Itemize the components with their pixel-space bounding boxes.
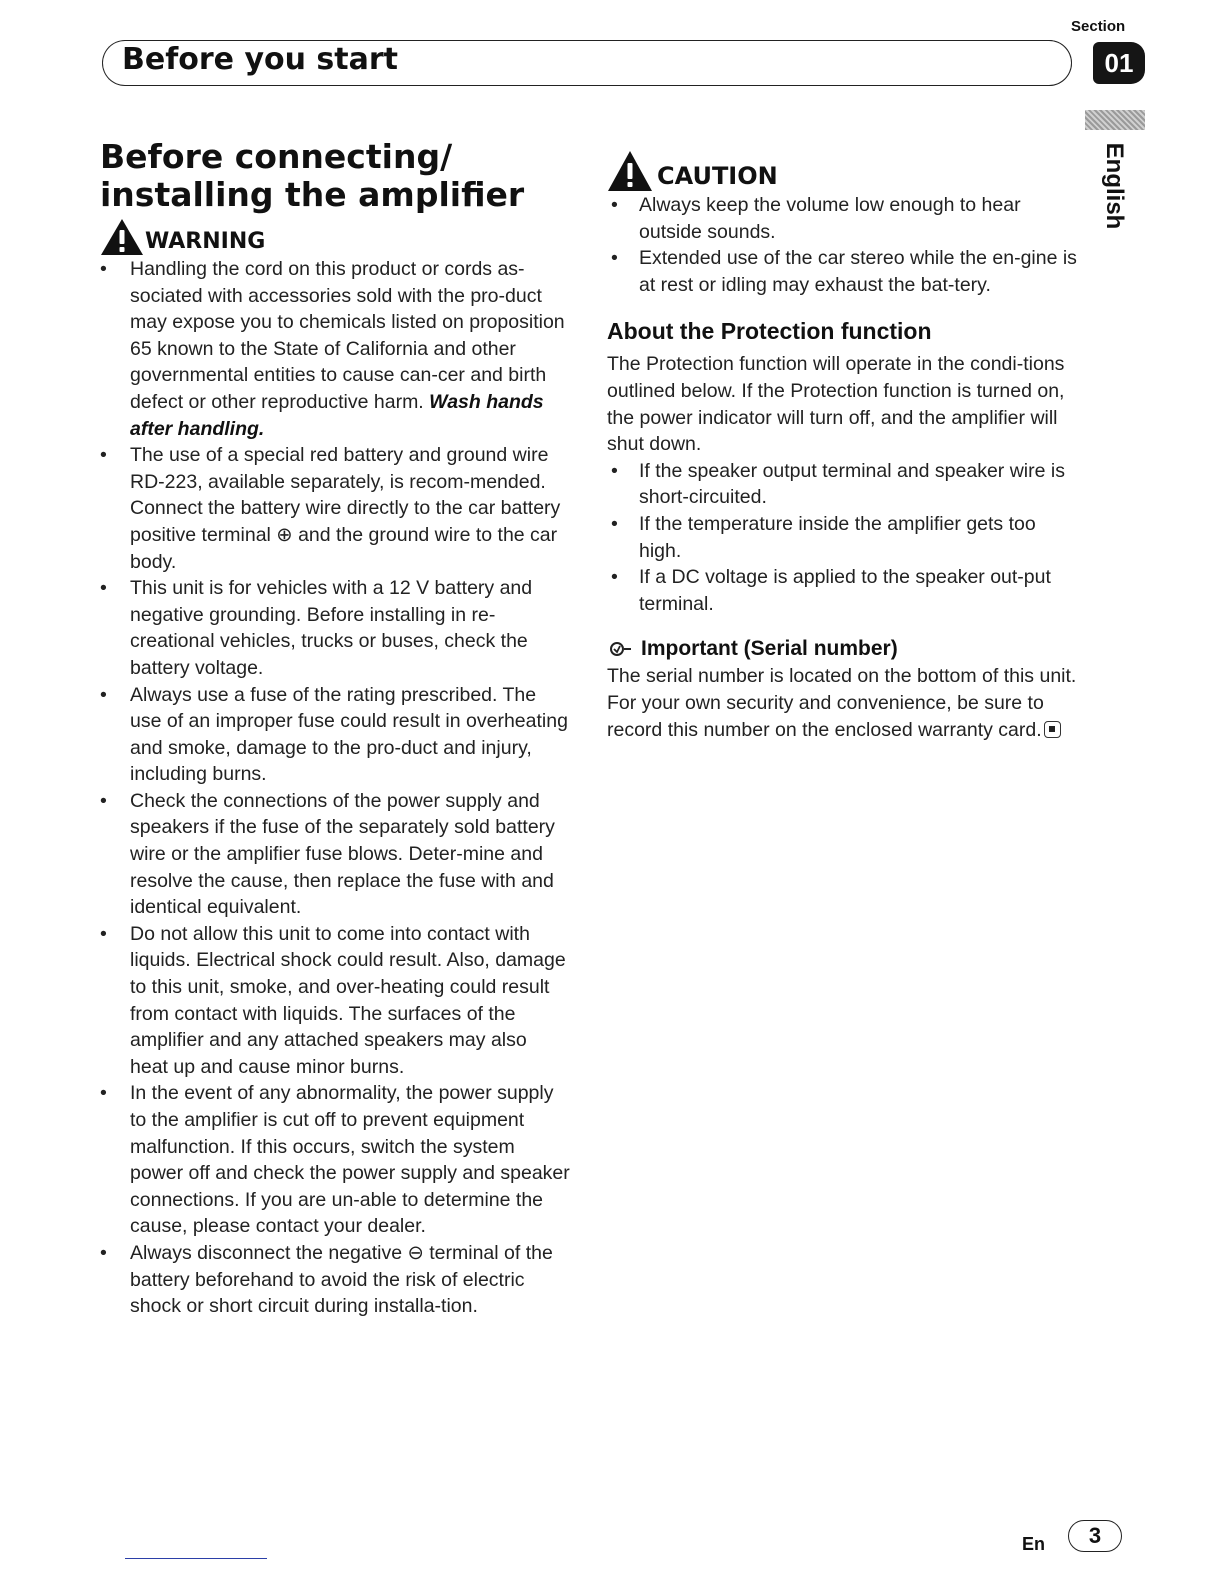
emphasis-text: Wash hands after handling. <box>130 390 544 440</box>
list-item: • If the temperature inside the amplifier gets too high. <box>607 511 1077 564</box>
end-mark-icon <box>1044 721 1061 738</box>
list-item: • Do not allow this unit to come into contact with liquids. Electrical shock could result. Also, damage to this unit, smoke, and over-heating could result from contact with liquids. The surfaces of the amplifier and any attached speakers may also heat up and cause minor burns. <box>100 921 570 1081</box>
important-text: The serial number is located on the bottom of this unit. For your own security and convenience, be sure to record this number on the enclosed warranty card. <box>607 665 1077 741</box>
language-tab-label: English <box>1101 142 1128 230</box>
language-tab <box>1096 136 1132 236</box>
caution-list <box>607 192 1077 298</box>
list-item <box>100 256 570 442</box>
important-heading-text: Important (Serial number) <box>641 637 898 661</box>
protection-intro: The Protection function will operate in the condi-tions outlined below. If the Protection function is turned on, the power indicator will turn off, and the amplifier will shut down. <box>607 353 1065 456</box>
section-number-badge: 01 <box>1093 42 1145 84</box>
warning-icon <box>100 218 144 256</box>
list-item: • Always use a fuse of the rating prescribed. The use of an improper fuse could result in overheating and smoke, damage to the pro-duct and injury, including burns. <box>100 682 570 788</box>
list-item: • In the event of any abnormality, the power supply to the amplifier is cut off to prevent equipment malfunction. If this occurs, switch the system power off and check the power supply and speaker connections. If you are un-able to determine the cause, please contact your dealer. <box>100 1080 570 1240</box>
section-heading: Before connecting/ installing the amplifier <box>100 137 525 214</box>
warning-list <box>100 256 570 1320</box>
caution-label: CAUTION <box>657 162 778 190</box>
protection-heading: About the Protection function <box>607 318 932 345</box>
list-item: • If a DC voltage is applied to the speaker out-put terminal. <box>607 564 1077 617</box>
section-label: Section <box>1071 18 1126 35</box>
list-item: • The use of a special red battery and ground wire RD-223, available separately, is recom-mended. Connect the battery wire directly to the car battery positive terminal ⊕ and the ground wire to the car body. <box>100 442 570 575</box>
list-item: • Extended use of the car stereo while the en-gine is at rest or idling may exhaust the bat-tery. <box>607 245 1077 298</box>
warning-label: WARNING <box>145 229 266 254</box>
important-paragraph <box>607 663 1077 743</box>
hint-icon <box>607 638 633 660</box>
language-strip <box>1085 110 1145 130</box>
list-item: • Check the connections of the power supply and speakers if the fuse of the separately sold battery wire or the amplifier fuse blows. Deter-mine and resolve the cause, then replace the fuse with and identical equivalent. <box>100 788 570 921</box>
warning-heading <box>100 220 570 256</box>
header-bar-end <box>1040 40 1072 86</box>
list-item: • If the speaker output terminal and speaker wire is short-circuited. <box>607 458 1077 511</box>
important-heading <box>607 637 1077 661</box>
footnote-rule <box>125 1558 267 1559</box>
page-number: 3 <box>1068 1520 1122 1552</box>
list-item: • Always disconnect the negative ⊖ terminal of the battery beforehand to avoid the risk of electric shock or short circuit during installa-tion. <box>100 1240 570 1320</box>
list-item-text: Handling the cord on this product or cords as-sociated with accessories sold with the pro-duct may expose you to chemicals listed on proposition 65 known to the State of California and other governmental entities to cause can-cer and birth defect or other reproductive harm. <box>130 258 565 413</box>
right-column <box>607 148 1077 743</box>
list-item: • Always keep the volume low enough to hear outside sounds. <box>607 192 1077 245</box>
caution-icon <box>607 150 653 192</box>
page-title: Before you start <box>122 42 399 77</box>
footer-language: En <box>1022 1534 1046 1554</box>
protection-list <box>607 458 1077 618</box>
list-item: • This unit is for vehicles with a 12 V battery and negative grounding. Before installing in re-creational vehicles, trucks or buses, check the battery voltage. <box>100 575 570 681</box>
caution-heading <box>607 148 1077 192</box>
left-column <box>100 138 570 1320</box>
